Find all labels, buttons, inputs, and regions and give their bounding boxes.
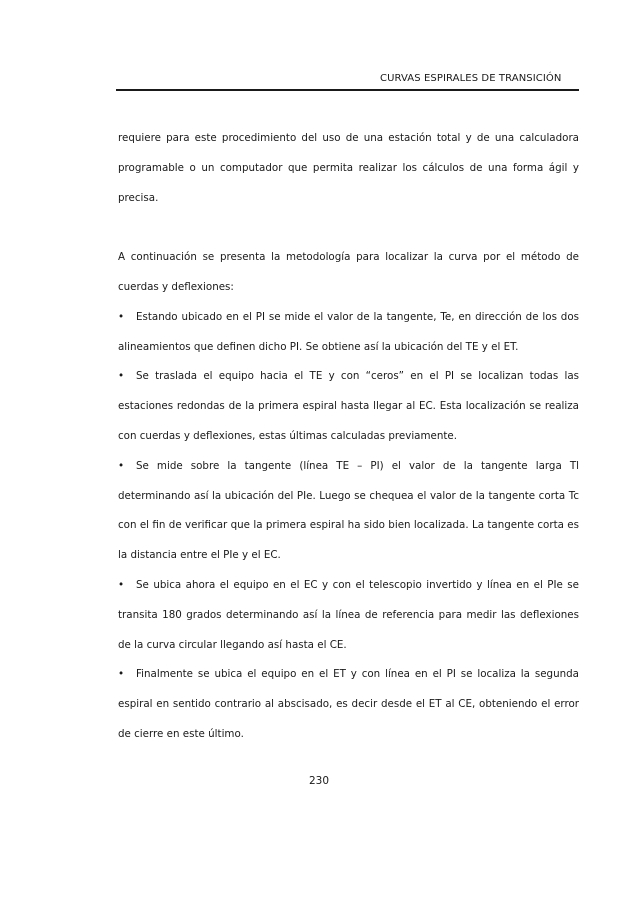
intro-paragraph: requiere para este procedimiento del uso de una estación total y de una calculadora programable o un computador que permita realizar los cálculos de una forma ágil y precisa. <box>118 132 579 204</box>
list-item-text: Se ubica ahora el equipo en el EC y con el telescopio invertido y línea en el PIe se transita 180 grados determinando así la línea de referencia para medir las deflexiones de la curva circular llegando así hasta el CE. <box>118 578 579 651</box>
list-item-text: Se traslada el equipo hacia el TE y con “ceros” en el PI se localizan todas las estaciones redondas de la primera espiral hasta llegar al EC. Esta localización se realiza con cuerdas y deflexiones, estas últimas calculadas previamente. <box>118 370 579 442</box>
method-intro-paragraph: A continuación se presenta la metodología para localizar la curva por el método de cuerdas y deflexiones: <box>118 251 579 293</box>
list-item <box>118 571 579 660</box>
bullet-icon: • <box>118 668 125 681</box>
list-item <box>118 303 579 363</box>
list-item <box>118 660 579 749</box>
bullet-icon: • <box>118 459 125 472</box>
list-item <box>118 362 579 451</box>
page-number: 230 <box>308 775 330 787</box>
paragraph-spacer <box>118 213 579 243</box>
list-item-text: Se mide sobre la tangente (línea TE – PI) el valor de la tangente larga Tl determinando así la ubicación del PIe. Luego se chequea el valor de la tangente corta Tc con el fin de verificar que la primera espiral ha sido bien localizada. La tangente corta es la distancia entre el PIe y el EC. <box>118 459 579 562</box>
bullet-icon: • <box>118 310 125 323</box>
header-divider <box>116 89 579 91</box>
list-item <box>118 452 579 571</box>
list-item-text: Estando ubicado en el PI se mide el valor de la tangente, Te, en dirección de los dos alineamientos que definen dicho PI. Se obtiene así la ubicación del TE y el ET. <box>118 310 579 353</box>
page-body <box>118 124 579 750</box>
bullet-icon: • <box>118 578 125 591</box>
bullet-icon: • <box>118 370 125 383</box>
running-header-title: CURVAS ESPIRALES DE TRANSICIÓN <box>380 73 562 84</box>
list-item-text: Finalmente se ubica el equipo en el ET y con línea en el PI se localiza la segunda espiral en sentido contrario al abscisado, es decir desde el ET al CE, obteniendo el error de cierre en este último. <box>118 668 579 740</box>
